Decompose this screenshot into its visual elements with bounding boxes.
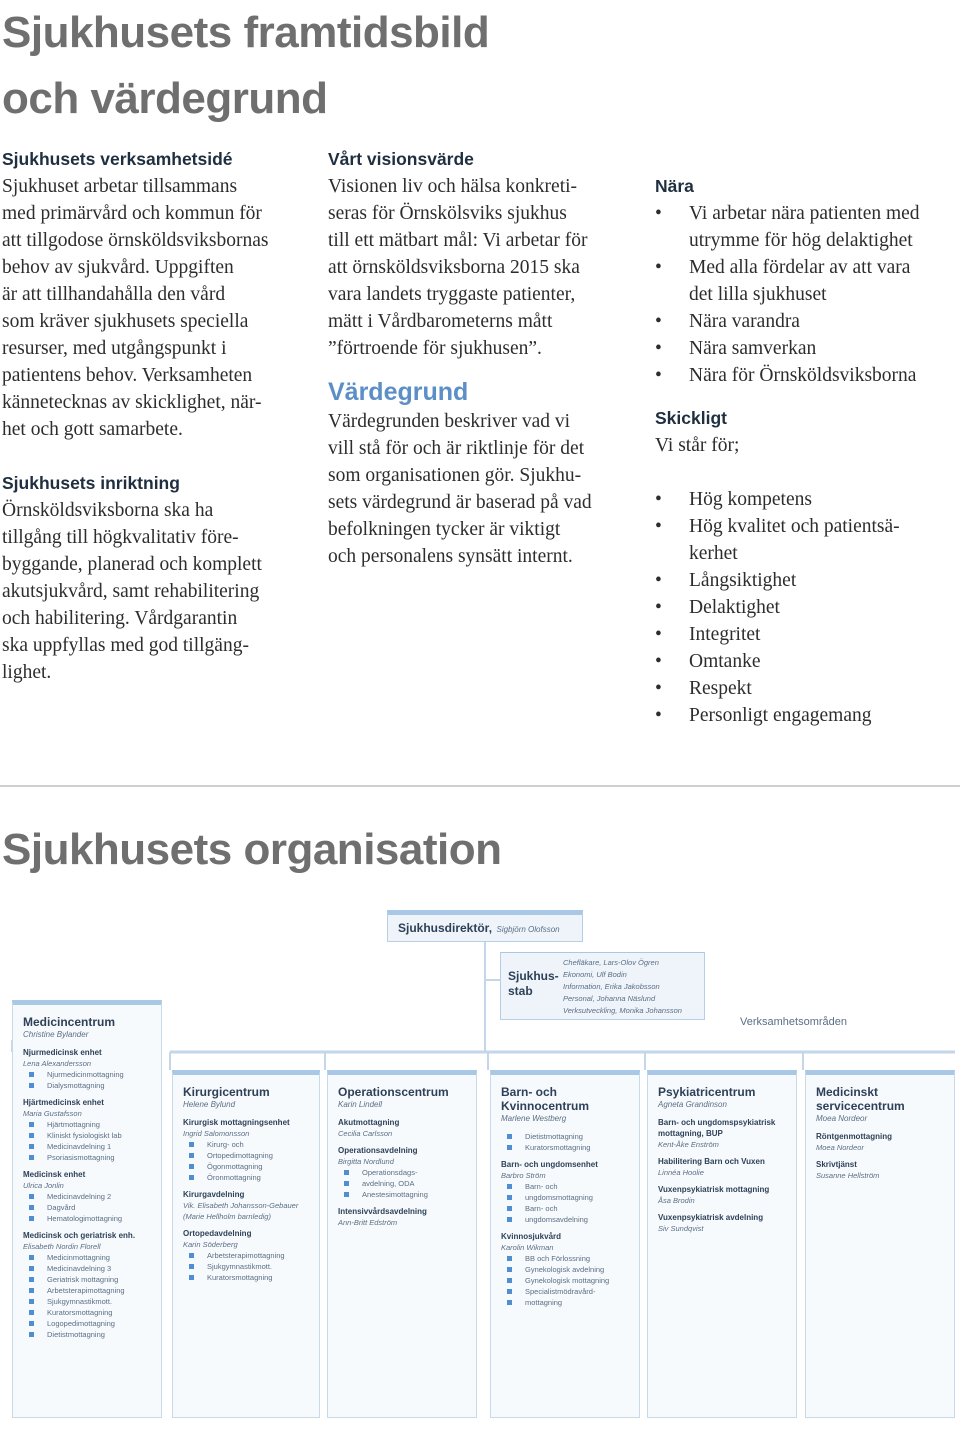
text-line: med primärvård och kommun för (2, 203, 262, 224)
square-bullet-icon (507, 1145, 512, 1150)
unit-item: avdelning, ODA (338, 1178, 466, 1189)
text-line: vara landets tryggaste patienter, (328, 284, 576, 305)
unit-person: Vik. Elisabeth Johansson-Gebauer (Marie Hellholm barnledig) (183, 1201, 299, 1221)
skickligt-intro: Vi står för; (655, 435, 740, 456)
square-bullet-icon (29, 1083, 34, 1088)
square-bullet-icon (29, 1144, 34, 1149)
unit-name: Kirurgisk mottagningsenhet (183, 1118, 290, 1127)
list-item-text: Nära samverkan (689, 338, 817, 359)
list-item-text: utrymme för hög delaktighet (689, 230, 913, 251)
bullet-icon: • (655, 489, 662, 510)
center-lead: Christine Bylander (23, 1030, 89, 1039)
center-box (327, 1070, 477, 1418)
stab-box (500, 952, 705, 1020)
unit-item: Medicinavdelning 2 (23, 1191, 151, 1202)
square-bullet-icon (29, 1299, 34, 1304)
bullet-icon: • (655, 651, 662, 672)
square-bullet-icon (507, 1267, 512, 1272)
text-line: till ett mätbart mål: Vi arbetar för (328, 230, 588, 251)
unit-item: Öronmottagning (183, 1172, 309, 1183)
unit-item: Njurmedicinmottagning (23, 1069, 151, 1080)
unit-item: Barn- och (501, 1203, 629, 1214)
text-line: ”förtroende för sjukhusen”. (328, 338, 542, 359)
unit-item: Kuratorsmottagning (183, 1272, 309, 1283)
unit-item: Barn- och (501, 1181, 629, 1192)
text-line: tillgång till högkvalitativ före- (2, 527, 239, 548)
unit-item: Dagvård (23, 1202, 151, 1213)
unit-item: Gynekologisk mottagning (501, 1275, 629, 1286)
square-bullet-icon (29, 1321, 34, 1326)
list-item-text: Integritet (689, 624, 761, 645)
square-bullet-icon (29, 1155, 34, 1160)
inriktning-text (2, 497, 312, 686)
unit-name: Kvinnosjukvård (501, 1232, 562, 1241)
bullet-icon: • (655, 570, 662, 591)
square-bullet-icon (507, 1184, 512, 1189)
text-line: kännetecknas av skicklighet, när- (2, 392, 262, 413)
unit-item: Geriatrisk mottagning (23, 1274, 151, 1285)
center-box (172, 1070, 320, 1418)
unit-item: Kliniskt fysiologiskt lab (23, 1130, 151, 1141)
list-item-text: det lilla sjukhuset (689, 284, 827, 305)
text-line: att örnsköldsviksborna 2015 ska (328, 257, 580, 278)
text-line: Sjukhuset arbetar tillsammans (2, 176, 238, 197)
unit-name: Röntgenmottagning (816, 1132, 892, 1141)
text-line: ska uppfyllas med god tillgäng- (2, 635, 249, 656)
unit-item: Arbetsterapimottagning (183, 1250, 309, 1261)
unit-person: Barbro Ström (501, 1171, 546, 1180)
list-item (655, 621, 960, 648)
unit-item: Anestesimottagning (338, 1189, 466, 1200)
list-item-text: Omtanke (689, 651, 761, 672)
unit-item: Kuratorsmottagning (501, 1142, 629, 1153)
unit-person: Cecilia Carlsson (338, 1129, 393, 1138)
unit-item: Dietistmottagning (23, 1329, 151, 1340)
text-line: het och gott samarbete. (2, 419, 183, 440)
stab-title-line: Sjukhus- (508, 969, 559, 983)
square-bullet-icon (507, 1134, 512, 1139)
unit-name: Barn- och ungdomspsykiatrisk mottagning, BUP (658, 1118, 776, 1138)
list-item (655, 335, 960, 362)
center-box (490, 1070, 640, 1418)
list-item-text: Långsiktighet (689, 570, 797, 591)
center-title: Medicincentrum (23, 1015, 116, 1029)
unit-item: Specialistmödravård- (501, 1286, 629, 1297)
unit-name: Medicinsk enhet (23, 1170, 86, 1179)
bullet-icon: • (655, 516, 662, 537)
unit-item: Logopedimottagning (23, 1318, 151, 1329)
list-item-text: Hög kompetens (689, 489, 812, 510)
unit-person: Kent-Åke Enström (658, 1140, 719, 1149)
list-item-text: Delaktighet (689, 597, 780, 618)
square-bullet-icon (189, 1264, 194, 1269)
unit-person: Karin Söderberg (183, 1240, 238, 1249)
square-bullet-icon (507, 1206, 512, 1211)
square-bullet-icon (189, 1153, 194, 1158)
list-item (655, 675, 960, 702)
column-values (655, 173, 960, 729)
list-item-text: Personligt engagemang (689, 705, 872, 726)
unit-item: Ögonmottagning (183, 1161, 309, 1172)
bullet-icon: • (655, 705, 662, 726)
unit-name: Akutmottagning (338, 1118, 400, 1127)
text-line: och habilitering. Vårdgarantin (2, 608, 238, 629)
bullet-icon: • (655, 678, 662, 699)
square-bullet-icon (507, 1300, 512, 1305)
skickligt-list (655, 486, 960, 729)
center-box (12, 1000, 162, 1418)
square-bullet-icon (507, 1195, 512, 1200)
unit-item: ungdomsavdelning (501, 1214, 629, 1225)
unit-person: Ulrica Jonlin (23, 1181, 64, 1190)
vardegrund-text (328, 408, 638, 570)
text-line: Värdegrunden beskriver vad vi (328, 411, 571, 432)
unit-person: Åsa Brodin (658, 1196, 695, 1205)
bullet-icon: • (655, 597, 662, 618)
center-title: Operationscentrum (338, 1085, 449, 1099)
director-label: Sjukhusdirektör, (398, 921, 493, 935)
list-item-text: Respekt (689, 678, 752, 699)
square-bullet-icon (29, 1266, 34, 1271)
square-bullet-icon (29, 1288, 34, 1293)
unit-name: Habilitering Barn och Vuxen (658, 1157, 765, 1166)
list-item (655, 594, 960, 621)
unit-person: Siv Sundqvist (658, 1224, 704, 1233)
square-bullet-icon (29, 1216, 34, 1221)
column-verksamhet (2, 146, 312, 686)
square-bullet-icon (29, 1072, 34, 1077)
unit-item: Dietistmottagning (501, 1131, 629, 1142)
list-item (655, 648, 960, 675)
text-line: som organisationen gör. Sjukhu- (328, 465, 582, 486)
list-item-text: Hög kvalitet och patientsä- (689, 516, 900, 537)
list-item (655, 567, 960, 594)
nara-list (655, 200, 960, 389)
unit-person: Karolin Wikman (501, 1243, 554, 1252)
text-line: vill stå för och är riktlinje för det (328, 438, 585, 459)
text-line: akutsjukvård, samt rehabilitering (2, 581, 260, 602)
text-line: mätt i Vårdbarometerns mått (328, 311, 553, 332)
list-item (655, 254, 960, 308)
vision-text (328, 173, 638, 362)
stab-title-line: stab (508, 984, 533, 998)
list-item (655, 308, 960, 335)
list-item (655, 200, 960, 254)
unit-name: Ortopedavdelning (183, 1229, 252, 1238)
text-line: Visionen liv och hälsa konkreti- (328, 176, 578, 197)
org-chart (0, 900, 960, 1429)
square-bullet-icon (29, 1133, 34, 1138)
list-item-text: Vi arbetar nära patienten med (689, 203, 920, 224)
heading-inriktning: Sjukhusets inriktning (2, 473, 180, 493)
text-line: att tillgodose örnsköldsviksbornas (2, 230, 269, 251)
unit-item: Medicinavdelning 1 (23, 1141, 151, 1152)
unit-person: Maria Gustafsson (23, 1109, 82, 1118)
unit-item: Kuratorsmottagning (23, 1307, 151, 1318)
areas-label: Verksamhetsområden (740, 1016, 847, 1028)
text-line: seras för Örnskölsviks sjukhus (328, 203, 567, 224)
title-line-2: och värdegrund (2, 74, 328, 123)
unit-item: Medicinmottagning (23, 1252, 151, 1263)
stab-member: Information, Erika Jakobsson (563, 982, 660, 991)
unit-person: Moea Nordeor (816, 1143, 864, 1152)
stab-member: Ekonomi, Ulf Bodin (563, 970, 627, 979)
unit-name: Intensivvårdsavdelning (338, 1207, 427, 1216)
heading-vardegrund: Värdegrund (328, 378, 469, 406)
square-bullet-icon (189, 1175, 194, 1180)
section-title-organisation: Sjukhusets organisation (2, 825, 502, 874)
unit-person: Susanne Hellström (816, 1171, 880, 1180)
square-bullet-icon (29, 1332, 34, 1337)
square-bullet-icon (507, 1289, 512, 1294)
unit-item: Hematologimottagning (23, 1213, 151, 1224)
square-bullet-icon (507, 1278, 512, 1283)
bullet-icon: • (655, 365, 662, 386)
unit-item: Dialysmottagning (23, 1080, 151, 1091)
heading-vision: Vårt visionsvärde (328, 149, 474, 169)
text-line: byggande, planerad och komplett (2, 554, 262, 575)
list-item (655, 486, 960, 513)
center-lead: Moea Nordeor (816, 1114, 868, 1123)
unit-name: Vuxenpsykiatrisk avdelning (658, 1213, 764, 1222)
list-item (655, 702, 960, 729)
center-title: Barn- och Kvinnocentrum (501, 1085, 590, 1113)
list-item-text: Nära varandra (689, 311, 800, 332)
unit-name: Operationsavdelning (338, 1146, 418, 1155)
unit-item: Operationsdags- (338, 1167, 466, 1178)
square-bullet-icon (29, 1310, 34, 1315)
square-bullet-icon (29, 1255, 34, 1260)
unit-item: Hjärtmottagning (23, 1119, 151, 1130)
text-line: är att tillhandahålla den vård (2, 284, 226, 305)
list-item-text: Nära för Örnsköldsviksborna (689, 365, 917, 386)
text-line: lighet. (2, 662, 52, 683)
stab-title (508, 969, 559, 999)
verksamhetside-text (2, 173, 312, 443)
center-lead: Marlene Westberg (501, 1114, 567, 1123)
unit-name: Vuxenpsykiatrisk mottagning (658, 1185, 770, 1194)
page-title (2, 0, 489, 132)
unit-person: Ingrid Salomonsson (183, 1129, 250, 1138)
stab-member: Chefläkare, Lars-Olov Ögren (563, 958, 659, 967)
square-bullet-icon (189, 1275, 194, 1280)
bullet-icon: • (655, 624, 662, 645)
unit-person: Lena Alexandersson (23, 1059, 92, 1068)
center-title: Psykiatricentrum (658, 1085, 756, 1099)
square-bullet-icon (29, 1277, 34, 1282)
square-bullet-icon (29, 1122, 34, 1127)
text-line: resurser, med utgångspunkt i (2, 338, 227, 359)
list-item (655, 513, 960, 567)
unit-person: Ann-Britt Edström (338, 1218, 398, 1227)
unit-person: Linnéa Hoolie (658, 1168, 704, 1177)
text-line: patientens behov. Verksamheten (2, 365, 253, 386)
square-bullet-icon (189, 1164, 194, 1169)
unit-item: Gynekologisk avdelning (501, 1264, 629, 1275)
stab-members (563, 957, 682, 1017)
center-lead: Agneta Grandinson (658, 1100, 727, 1109)
square-bullet-icon (29, 1194, 34, 1199)
square-bullet-icon (189, 1253, 194, 1258)
unit-name: Njurmedicinsk enhet (23, 1048, 102, 1057)
text-line: Örnsköldsviksborna ska ha (2, 500, 214, 521)
unit-item: Psoriasismottagning (23, 1152, 151, 1163)
square-bullet-icon (344, 1192, 349, 1197)
stab-member: Verksutveckling, Monika Johansson (563, 1006, 682, 1015)
unit-item: Medicinavdelning 3 (23, 1263, 151, 1274)
square-bullet-icon (507, 1217, 512, 1222)
heading-verksamhetside: Sjukhusets verksamhetsidé (2, 149, 233, 169)
bullet-icon: • (655, 338, 662, 359)
center-title: Medicinskt servicecentrum (816, 1085, 905, 1113)
bullet-icon: • (655, 311, 662, 332)
center-title: Kirurgicentrum (183, 1085, 270, 1099)
column-vision (328, 146, 638, 570)
square-bullet-icon (507, 1256, 512, 1261)
bullet-icon: • (655, 257, 662, 278)
text-line: behov av sjukvård. Uppgiften (2, 257, 234, 278)
unit-item: BB och Förlossning (501, 1253, 629, 1264)
square-bullet-icon (344, 1181, 349, 1186)
title-line-1: Sjukhusets framtidsbild (2, 8, 490, 57)
square-bullet-icon (189, 1142, 194, 1147)
unit-name: Barn- och ungdomsenhet (501, 1160, 598, 1169)
text-line: och personalens synsätt internt. (328, 546, 573, 567)
heading-nara: Nära (655, 176, 694, 196)
center-box (805, 1070, 955, 1418)
unit-item: Arbetsterapimottagning (23, 1285, 151, 1296)
center-lead: Karin Lindell (338, 1100, 383, 1109)
unit-person: Birgitta Nordlund (338, 1157, 394, 1166)
stab-member: Personal, Johanna Näslund (563, 994, 656, 1003)
unit-name: Kirurgavdelning (183, 1190, 245, 1199)
unit-name: Skrivtjänst (816, 1160, 857, 1169)
square-bullet-icon (29, 1205, 34, 1210)
unit-person: Elisabeth Nordin Florell (23, 1242, 101, 1251)
list-item-text: Med alla fördelar av att vara (689, 257, 911, 278)
square-bullet-icon (344, 1170, 349, 1175)
director-name: Sigbjörn Olofsson (496, 925, 560, 934)
unit-item: Sjukgymnastikmott. (183, 1261, 309, 1272)
unit-item: Kirurg- och (183, 1139, 309, 1150)
unit-name: Hjärtmedicinsk enhet (23, 1098, 104, 1107)
unit-name: Medicinsk och geriatrisk enh. (23, 1231, 136, 1240)
heading-skickligt: Skickligt (655, 408, 727, 428)
list-item-text: kerhet (689, 543, 738, 564)
section-divider (0, 785, 960, 787)
text-line: sets värdegrund är baserad på vad (328, 492, 592, 513)
unit-item: ungdomsmottagning (501, 1192, 629, 1203)
text-line: som kräver sjukhusets speciella (2, 311, 249, 332)
center-lead: Helene Bylund (183, 1100, 236, 1109)
director-box (387, 910, 583, 942)
text-line: befolkningen tycker är viktigt (328, 519, 561, 540)
center-box (647, 1070, 797, 1418)
unit-item: mottagning (501, 1297, 629, 1308)
unit-item: Sjukgymnastikmott. (23, 1296, 151, 1307)
list-item (655, 362, 960, 389)
bullet-icon: • (655, 203, 662, 224)
unit-item: Ortopedimottagning (183, 1150, 309, 1161)
